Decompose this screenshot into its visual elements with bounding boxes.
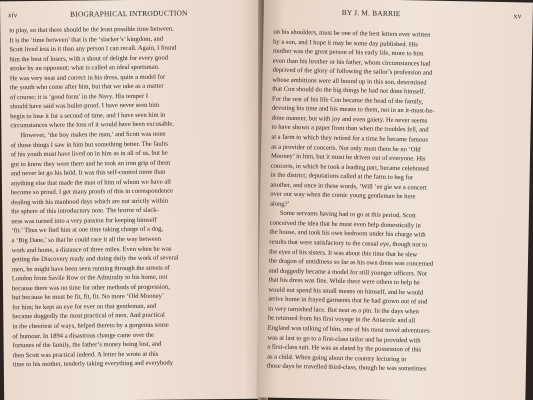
left-folio: xiv xyxy=(8,10,18,20)
text-line: ness was turned into a very passion for keeping himself xyxy=(11,216,157,226)
text-line: the youth who come after him, but that we take as a matter xyxy=(9,82,164,92)
text-line: Scott lived less in it than any person I can recall. Again, I found xyxy=(9,44,177,54)
text-line: over our way when the comic young gentleman be here xyxy=(270,190,416,201)
text-line: a ‘Big Dane,’ so that he could race it all the way between xyxy=(11,235,162,245)
text-line: getting the Discovery ready and doing daily the work of several xyxy=(11,254,179,264)
text-line: England was talking of him, one of his most novel adventures xyxy=(267,324,430,335)
text-line: was at last to go to a first-class tailor and be provided with xyxy=(267,334,421,344)
text-line: in the district; deputations called at the farm to beg for xyxy=(270,171,414,182)
right-page-text xyxy=(267,28,525,376)
text-line: became doggedly the most practical of men. And practical xyxy=(12,312,165,321)
text-line: of humour. In 1894 a disastrous change came over the xyxy=(12,331,154,340)
right-folio: xv xyxy=(513,11,522,21)
text-line: by a son, and I hope it may be some day published. His xyxy=(273,38,418,48)
text-line: dealing with his manhood days which are not strictly within xyxy=(11,197,169,207)
text-line: concerts, in which he took a leading part, became celebrated xyxy=(270,162,429,173)
right-running-head: BY J. M. BARRIE xyxy=(341,7,401,19)
text-line: even than his brother or his father, whom circumstances had xyxy=(272,57,431,68)
text-line: conceived the idea that he must even help domestically in xyxy=(269,219,421,230)
text-line: devoting his time and his means to them, not in an it-must-be- xyxy=(271,104,435,116)
text-line: anything else that made the man of him of whom we have all xyxy=(10,178,171,188)
text-line: as a child. When going about the country lecturing in xyxy=(267,353,407,363)
text-line: the sphere of this introductory note. The horror of slack- xyxy=(11,207,159,216)
text-line: mother was the great person of his early life, more to him xyxy=(272,47,424,58)
left-running-head: BIOGRAPHICAL INTRODUCTION xyxy=(70,8,188,19)
text-line: the house, and took his own bedroom under his charge with xyxy=(269,229,426,240)
text-line: of his youth must have lived on in him as in all of us, but he xyxy=(10,149,168,159)
text-line: along?’ xyxy=(269,200,290,208)
text-line: men, he might have been seen running through the streets of xyxy=(11,264,170,273)
text-line: Mooney’ in him, but it must be driven out of everyone. His xyxy=(270,152,426,163)
text-line: It is the ‘time between’ that is the ‘slacker’s’ kingdom, and xyxy=(9,35,164,44)
text-line: another, and once in these words, ‘Will ’ee gie we a concert xyxy=(270,181,427,192)
text-line: those days he travelled third-class, though he was sometimes xyxy=(266,362,427,373)
text-line: deprived of the glory of following the sailor’s profession and xyxy=(272,66,433,77)
text-line: become so proud. I get many proofs of this in correspondence xyxy=(10,187,174,197)
text-line: whose ambitions were all bound up in this son, determined xyxy=(272,76,427,87)
left-page xyxy=(0,0,266,400)
text-line: because there was no time for other methods of progression, xyxy=(11,283,170,293)
text-line: a first-class suit. He was as elated by the possession of this xyxy=(267,343,422,354)
right-page xyxy=(256,0,533,400)
text-line: For the rest of his life Con became the head of the family, xyxy=(272,95,424,106)
left-page-text xyxy=(9,24,259,370)
text-line: in very tarnished lace. But neat as a pin. In the days when xyxy=(267,305,419,316)
text-line: for him; he kept an eye for ever on that gentleman, and xyxy=(12,302,157,312)
text-line: to play, so that there should be the least possible time between. xyxy=(9,25,174,35)
text-line: and doggedly became a model for still younger officers. Not xyxy=(268,267,427,278)
text-line: then Scott was practical indeed. A letter he wrote at this xyxy=(12,350,159,359)
text-line: time to his mother, tenderly taking everything and everybody xyxy=(12,359,174,369)
text-line: London from Savile Row or the Admiralty to his home, not xyxy=(11,273,168,283)
text-line: in the cheeriest of ways, helped thereto by a gorgeous sense xyxy=(12,321,169,331)
text-line: would not spend his small means on himself, and he would xyxy=(268,286,424,297)
text-line: ‘fit.’ Thus we find him at one time taking charge of a dog, xyxy=(11,226,164,235)
text-line: at a farm to which they retired for a time he became famous xyxy=(271,133,429,144)
text-line: He was very neat and correct in his dress, quite a model for xyxy=(9,73,166,83)
text-line: but because he must be fit, fit, fit. No more ‘Old Mooney’ xyxy=(12,292,165,302)
text-line: him the best of losers, with a shout of delight for every good xyxy=(9,54,169,63)
text-line: work and home, a distance of three miles. Even when he was xyxy=(11,245,172,254)
text-line: stroke by an opponent: what is called an ideal sportsman. xyxy=(9,63,160,73)
text-line: circumstances where the loss of it would have been excusable. xyxy=(10,121,174,130)
text-line: the dragon of untidiness so far as his own dress was concerned xyxy=(268,257,434,268)
text-line: of course; it is ‘good form’ in the Navy. His temper I xyxy=(9,92,149,102)
text-line: to have shown a paper front than when the troubles fell, and xyxy=(271,124,429,135)
text-line: the eyes of his sisters. It was about this time that he slew xyxy=(269,248,418,258)
text-line: as a provider of concerts. Not only must there be no ‘Old xyxy=(271,143,421,154)
text-line: begin to lose it for a second of time, and I have seen him in xyxy=(10,111,166,121)
text-line: fortunes of the family, the father’s money being lost, and xyxy=(12,340,162,350)
text-line: Some servants having had to go at this period, Scott xyxy=(279,210,416,220)
text-line: got to know they were there and he took an iron grip of them xyxy=(10,159,171,168)
text-line: done manner, but with joy and even gaiety. He never seems xyxy=(271,114,428,125)
text-line: arrive home in frayed garments that he had grown out of and xyxy=(268,295,428,306)
text-line: of those things I saw in him but something better. The faults xyxy=(10,140,168,149)
text-line: should have said was bullet-proof. I have never seen him xyxy=(10,102,160,111)
text-line: However, ‘the boy makes the man,’ and Scott was none xyxy=(20,130,166,140)
text-line: that Con should do the big things he had not done himself. xyxy=(272,85,426,96)
text-line: that his dress was fine. While there were others to help he xyxy=(268,276,420,287)
text-line: he returned from his first voyage in the Antarctic and all xyxy=(267,314,416,325)
text-line: and never let go his hold. It was this self-control more than xyxy=(10,168,166,178)
text-line: on his shoulders, must be one of the best letters ever written xyxy=(273,28,431,39)
text-line: results that were satisfactory to the casual eye, though not to xyxy=(269,238,428,249)
